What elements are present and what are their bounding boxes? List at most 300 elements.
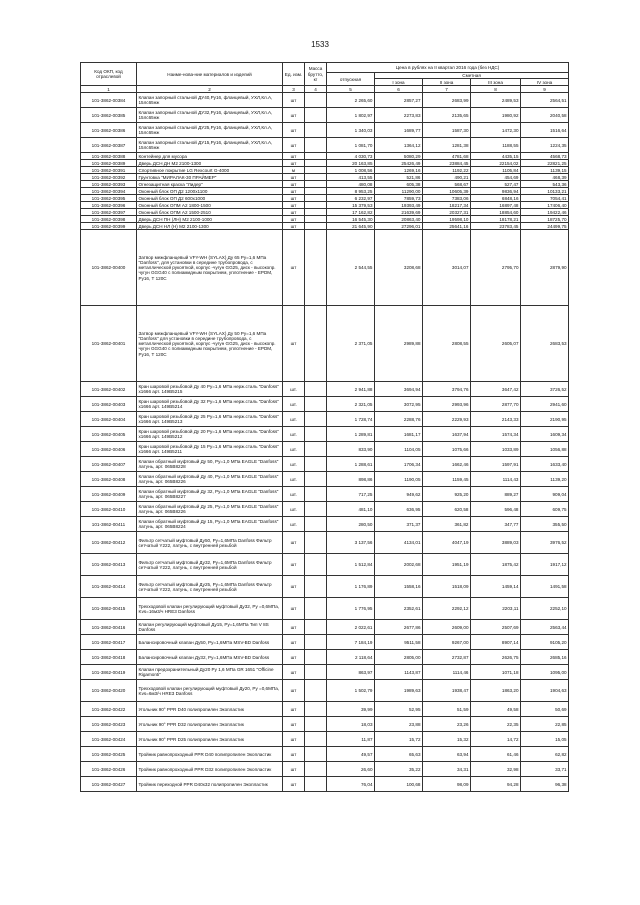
row-name: Фильтр сетчатый муфтовый Ду25, Ру=1,6МПа Danfoss Фильтр сетчатый Y222, латунь, с внутренней резьбой <box>137 576 283 598</box>
row-name: Дверь ДСН ПН (ЛН) М2 2100-1000 <box>137 216 283 223</box>
row-price-zone-4: 15,05 <box>521 732 569 747</box>
table-row <box>81 195 569 202</box>
row-price-zone-4: 19422,46 <box>521 209 569 216</box>
row-name: Тройник равнопроходный PPR D32 полипропилен Экопластик <box>137 762 283 777</box>
row-price-zone-4: 2190,95 <box>521 412 569 427</box>
row-mass <box>305 209 327 216</box>
row-unit: шт. <box>283 382 305 397</box>
row-name: Клапан обратный муфтовый Ду 25, Ру=1,0 МПа EAGLE "Danfoss" латунь, арт. 065B8226 <box>137 502 283 517</box>
row-name: Клапан запорный стальной ДУ40,Ру16, фланцевый, УХЛ,Кл.А, 15лс65нж <box>137 93 283 108</box>
row-price-zone-3: 49,58 <box>471 702 521 717</box>
row-code: 101-3862-00423 <box>81 717 137 732</box>
row-unit: м <box>283 167 305 174</box>
row-name: Оконный блок ОПМ А2 1500-2510 <box>137 209 283 216</box>
row-price-release: 1 288,61 <box>327 457 375 472</box>
row-mass <box>305 167 327 174</box>
row-price-zone-3: 16897,48 <box>471 202 521 209</box>
table-row <box>81 598 569 620</box>
row-price-zone-3: 1459,14 <box>471 576 521 598</box>
header-code: Код ОКП, код отраслевой <box>81 63 137 86</box>
row-price-zone-1: 3208,68 <box>375 230 423 306</box>
table-row <box>81 777 569 792</box>
table-row <box>81 554 569 576</box>
page-number: 1533 <box>311 40 329 49</box>
row-price-zone-4: 2941,60 <box>521 397 569 412</box>
row-price-zone-4: 17406,40 <box>521 202 569 209</box>
row-price-zone-2: 1587,30 <box>423 123 471 138</box>
row-code: 101-3862-00412 <box>81 532 137 554</box>
row-price-zone-2: 925,20 <box>423 487 471 502</box>
header-zone-3: III зона <box>471 79 521 86</box>
row-unit: шт <box>283 680 305 702</box>
row-code: 101-3862-00392 <box>81 174 137 181</box>
table-row <box>81 188 569 195</box>
row-name: Трехходовой клапан регулирующий муфтовый Ду20, Ру =0,6МПа, Kvs=6м3/ч HRE3 Danfoss <box>137 680 283 702</box>
row-price-zone-4: 2564,51 <box>521 93 569 108</box>
row-code: 101-3862-00427 <box>81 777 137 792</box>
row-price-zone-3: 4435,15 <box>471 153 521 160</box>
table-row <box>81 762 569 777</box>
row-price-zone-1: 21639,69 <box>375 209 423 216</box>
row-price-zone-4: 10133,21 <box>521 188 569 195</box>
row-price-zone-4: 1516,64 <box>521 123 569 138</box>
row-mass <box>305 747 327 762</box>
row-code: 101-3862-00414 <box>81 576 137 598</box>
column-index: 2 <box>137 86 283 93</box>
row-name: Спортивное покрытие LG Rexcourt G-4000 <box>137 167 283 174</box>
row-price-zone-2: 361,82 <box>423 517 471 532</box>
row-mass <box>305 532 327 554</box>
row-price-release: 18,03 <box>327 717 375 732</box>
row-code: 101-3862-00425 <box>81 747 137 762</box>
row-price-zone-2: 63,94 <box>423 747 471 762</box>
row-price-release: 280,50 <box>327 517 375 532</box>
table-row <box>81 532 569 554</box>
row-price-zone-1: 2677,86 <box>375 620 423 635</box>
row-price-zone-2: 1518,09 <box>423 576 471 598</box>
row-price-zone-1: 2989,88 <box>375 306 423 382</box>
row-price-zone-3: 2203,11 <box>471 598 521 620</box>
row-price-release: 11,87 <box>327 732 375 747</box>
row-mass <box>305 93 327 108</box>
row-name: Угольник 90° PPR D25 полипропилен Экопластик <box>137 732 283 747</box>
header-unit: Ед. изм. <box>283 63 305 86</box>
table-row <box>81 123 569 138</box>
row-unit: шт <box>283 93 305 108</box>
row-name: Контейнер для мусора <box>137 153 283 160</box>
row-mass <box>305 598 327 620</box>
row-unit: шт. <box>283 487 305 502</box>
row-price-release: 1 802,97 <box>327 108 375 123</box>
row-code: 101-3862-00396 <box>81 202 137 209</box>
row-code: 101-3862-00407 <box>81 457 137 472</box>
row-price-zone-3: 23783,45 <box>471 223 521 230</box>
row-code: 101-3862-00402 <box>81 382 137 397</box>
row-price-zone-1: 19393,49 <box>375 202 423 209</box>
row-code: 101-3862-00419 <box>81 665 137 680</box>
row-name: Оконный блок ОП Д2 600х1000 <box>137 195 283 202</box>
row-unit: шт. <box>283 502 305 517</box>
table-row <box>81 680 569 702</box>
row-unit: шт <box>283 598 305 620</box>
row-price-zone-4: 2685,16 <box>521 650 569 665</box>
row-unit: шт. <box>283 397 305 412</box>
row-name: Затвор межфланцевый VFY-WH (SYLAX) Ду 50 Ру=1,6 МПа "Danfoss" для установки в середине трубопровода, с металлической рукояткой, корпус -чугун GG25, диск - высокопр. чугун GGG40 с полиамидным покрытием, уплотнение - EPDM, Ру16, Т 120С <box>137 306 283 382</box>
row-price-zone-4: 7054,41 <box>521 195 569 202</box>
row-price-release: 4 030,73 <box>327 153 375 160</box>
row-name: Кран шаровой резьбовой Ду 15 Ру=1,6 МПа нерж.сталь "Danfoss" x1666 арт. 149B5211 <box>137 442 283 457</box>
row-code: 101-3862-00388 <box>81 153 137 160</box>
row-code: 101-3862-00401 <box>81 306 137 382</box>
row-price-zone-3: 61,46 <box>471 747 521 762</box>
row-price-zone-2: 2683,99 <box>423 93 471 108</box>
row-price-zone-4: 9105,20 <box>521 635 569 650</box>
row-unit: шт. <box>283 412 305 427</box>
row-code: 101-3862-00406 <box>81 442 137 457</box>
row-price-zone-4: 543,36 <box>521 181 569 188</box>
row-price-release: 49,57 <box>327 747 375 762</box>
row-unit: шт <box>283 306 305 382</box>
row-code: 101-3862-00416 <box>81 620 137 635</box>
row-unit: шт <box>283 650 305 665</box>
row-price-zone-1: 1689,77 <box>375 123 423 138</box>
table-header <box>81 63 569 93</box>
row-price-zone-4: 62,82 <box>521 747 569 762</box>
row-price-release: 1 176,89 <box>327 576 375 598</box>
row-unit: шт <box>283 230 305 306</box>
row-mass <box>305 216 327 223</box>
row-mass <box>305 306 327 382</box>
row-price-zone-4: 1095,00 <box>521 665 569 680</box>
row-price-zone-2: 98,09 <box>423 777 471 792</box>
price-table <box>80 62 569 792</box>
table-row <box>81 747 569 762</box>
row-price-zone-2: 51,59 <box>423 702 471 717</box>
row-price-release: 2 941,88 <box>327 382 375 397</box>
row-name: Кран шаровой резьбовой Ду 40 Ру=1,6 МПа нерж.сталь "Danfoss" x1666 арт. 149B5215 <box>137 382 283 397</box>
row-price-zone-3: 1071,18 <box>471 665 521 680</box>
row-price-zone-4: 2683,53 <box>521 306 569 382</box>
table-row <box>81 382 569 397</box>
row-price-zone-3: 8907,14 <box>471 635 521 650</box>
row-price-zone-3: 1574,34 <box>471 427 521 442</box>
row-price-release: 863,97 <box>327 665 375 680</box>
row-code: 101-3862-00413 <box>81 554 137 576</box>
row-price-zone-3: 1105,84 <box>471 167 521 174</box>
row-price-zone-4: 355,50 <box>521 517 569 532</box>
row-price-zone-3: 2507,69 <box>471 620 521 635</box>
row-name: Угольник 90° PPR D40 полипропилен Экопластик <box>137 702 283 717</box>
row-mass <box>305 777 327 792</box>
row-price-zone-4: 24499,75 <box>521 223 569 230</box>
row-unit: шт <box>283 195 305 202</box>
row-price-zone-1: 3072,95 <box>375 397 423 412</box>
row-mass <box>305 427 327 442</box>
table-row <box>81 620 569 635</box>
row-unit: шт <box>283 635 305 650</box>
row-name: Фильтр сетчатый муфтовый Ду32, Ру=1,6МПа Danfoss Фильтр сетчатый Y222, латунь, с внутренней резьбой <box>137 554 283 576</box>
row-name: Дверь ДСН НЛ (Н) М2 2100-1300 <box>137 223 283 230</box>
row-name: Затвор межфланцевый VFY-WH (SYLAX) Ду 65 Ру=1,6 МПа "Danfoss", для установки в середине трубопровода, с металлической рукояткой, корпус -чугун GG25, диск - высокопр. чугун GGG40 с полиамидным покрытием, уплотнение - EPDM, Ру16, Т 120С <box>137 230 283 306</box>
row-price-zone-4: 1609,34 <box>521 427 569 442</box>
row-unit: шт <box>283 108 305 123</box>
row-price-release: 1 289,81 <box>327 427 375 442</box>
row-mass <box>305 680 327 702</box>
row-code: 101-3862-00399 <box>81 223 137 230</box>
row-price-zone-4: 1056,88 <box>521 442 569 457</box>
header-name: Наиме-нова-ние материалов и изделий <box>137 63 283 86</box>
row-unit: шт <box>283 174 305 181</box>
row-price-zone-1: 20863,40 <box>375 216 423 223</box>
row-price-zone-3: 2489,53 <box>471 93 521 108</box>
row-mass <box>305 397 327 412</box>
row-mass <box>305 153 327 160</box>
row-price-zone-2: 9267,00 <box>423 635 471 650</box>
row-price-zone-4: 1917,12 <box>521 554 569 576</box>
table-row <box>81 306 569 382</box>
row-price-zone-1: 7859,73 <box>375 195 423 202</box>
row-price-release: 1 081,70 <box>327 138 375 153</box>
table-row <box>81 209 569 216</box>
row-price-zone-3: 6848,16 <box>471 195 521 202</box>
row-code: 101-3862-00422 <box>81 702 137 717</box>
row-name: Балансировочный клапан Ду50, Ру=1,6МПа MSV-BD Danfoss <box>137 635 283 650</box>
row-name: Грунтовка "МИРАЛАК-30 ПРАЙМЕР" <box>137 174 283 181</box>
row-mass <box>305 732 327 747</box>
row-price-zone-4: 50,69 <box>521 702 569 717</box>
row-price-zone-1: 1104,05 <box>375 442 423 457</box>
row-price-zone-1: 2273,83 <box>375 108 423 123</box>
row-name: Клапан обратный муфтовый Ду 50, Ру=1,0 МПа EAGLE "Danfoss" латунь, арт. 065B8228 <box>137 457 283 472</box>
row-price-zone-1: 23,88 <box>375 717 423 732</box>
table-row <box>81 717 569 732</box>
table-row <box>81 153 569 160</box>
row-price-release: 481,10 <box>327 502 375 517</box>
row-price-zone-1: 605,38 <box>375 181 423 188</box>
row-price-zone-3: 9836,94 <box>471 188 521 195</box>
row-name: Трехходовой клапан регулирующий муфтовый Ду32, Ру =0,6МПа, Kvs=16м3/ч HRE3 Danfoss <box>137 598 283 620</box>
row-price-release: 17 162,82 <box>327 209 375 216</box>
row-code: 101-3862-00387 <box>81 138 137 153</box>
row-mass <box>305 230 327 306</box>
row-price-release: 717,25 <box>327 487 375 502</box>
row-unit: шт <box>283 717 305 732</box>
column-index: 9 <box>521 86 569 93</box>
row-price-zone-2: 1637,94 <box>423 427 471 442</box>
row-mass <box>305 717 327 732</box>
row-price-zone-2: 2292,12 <box>423 598 471 620</box>
row-price-zone-2: 1114,46 <box>423 665 471 680</box>
row-code: 101-3862-00403 <box>81 397 137 412</box>
row-price-zone-2: 1951,19 <box>423 554 471 576</box>
row-price-zone-4: 1139,20 <box>521 472 569 487</box>
row-unit: шт <box>283 620 305 635</box>
row-mass <box>305 181 327 188</box>
row-price-zone-2: 2135,65 <box>423 108 471 123</box>
row-mass <box>305 517 327 532</box>
row-code: 101-3862-00391 <box>81 167 137 174</box>
row-unit: шт <box>283 532 305 554</box>
row-price-zone-3: 1597,91 <box>471 457 521 472</box>
row-price-zone-4: 909,04 <box>521 487 569 502</box>
row-code: 101-3862-00405 <box>81 427 137 442</box>
row-name: Клапан запорный стальной ДУ15,Ру16, фланцевый, УХЛ,Кл.А, 15лс65нж <box>137 138 283 153</box>
column-index: 8 <box>471 86 521 93</box>
row-unit: шт <box>283 732 305 747</box>
row-price-zone-1: 1269,16 <box>375 167 423 174</box>
table-row <box>81 93 569 108</box>
table-row <box>81 412 569 427</box>
row-name: Клапан запорный стальной ДУ32,Ру16, фланцевый, УХЛ,Кл.А, 15лс65нж <box>137 108 283 123</box>
row-price-zone-4: 2040,58 <box>521 108 569 123</box>
row-price-release: 1 728,74 <box>327 412 375 427</box>
row-price-zone-3: 1114,43 <box>471 472 521 487</box>
row-price-zone-4: 3726,52 <box>521 382 569 397</box>
row-price-zone-3: 1980,92 <box>471 108 521 123</box>
row-price-zone-1: 521,86 <box>375 174 423 181</box>
row-unit: шт. <box>283 442 305 457</box>
row-price-zone-2: 1159,45 <box>423 472 471 487</box>
row-unit: шт <box>283 762 305 777</box>
row-code: 101-3862-00415 <box>81 598 137 620</box>
row-price-zone-1: 1143,87 <box>375 665 423 680</box>
row-mass <box>305 650 327 665</box>
column-index: 1 <box>81 86 137 93</box>
row-name: Тройник переходной PPR D40x32 полипропилен Экопластик <box>137 777 283 792</box>
row-price-zone-3: 18854,60 <box>471 209 521 216</box>
row-mass <box>305 665 327 680</box>
table-row <box>81 472 569 487</box>
row-mass <box>305 195 327 202</box>
row-price-zone-4: 1139,15 <box>521 167 569 174</box>
header-mass: Масса брутто, кг <box>305 63 327 86</box>
row-unit: шт <box>283 209 305 216</box>
row-mass <box>305 502 327 517</box>
row-price-zone-3: 3647,42 <box>471 382 521 397</box>
row-unit: шт <box>283 554 305 576</box>
row-price-zone-1: 3694,94 <box>375 382 423 397</box>
row-unit: шт <box>283 777 305 792</box>
row-price-zone-3: 22154,02 <box>471 160 521 167</box>
row-price-zone-2: 1075,66 <box>423 442 471 457</box>
row-price-release: 6 232,97 <box>327 195 375 202</box>
column-index: 7 <box>423 86 471 93</box>
row-price-zone-1: 27296,01 <box>375 223 423 230</box>
row-unit: шт <box>283 153 305 160</box>
row-code: 101-3862-00409 <box>81 487 137 502</box>
table-row <box>81 397 569 412</box>
row-price-zone-1: 15,72 <box>375 732 423 747</box>
row-name: Кран шаровой резьбовой Ду 32 Ру=1,6 МПа нерж.сталь "Danfoss" x1666 арт. 149B5214 <box>137 397 283 412</box>
row-price-release: 1 502,79 <box>327 680 375 702</box>
row-price-zone-4: 1904,63 <box>521 680 569 702</box>
header-smetnaya: Сметная <box>375 73 569 79</box>
row-name: Кран шаровой резьбовой Ду 20 Ру=1,6 МПа нерж.сталь "Danfoss" x1666 арт. 149B5212 <box>137 427 283 442</box>
row-price-zone-3: 1875,42 <box>471 554 521 576</box>
row-code: 101-3862-00410 <box>81 502 137 517</box>
table-row <box>81 487 569 502</box>
row-price-zone-4: 22821,25 <box>521 160 569 167</box>
table-row <box>81 174 569 181</box>
row-name: Клапан обратный муфтовый Ду 15, Ру=1,0 МПа EAGLE "Danfoss" латунь, арт. 065B8224 <box>137 517 283 532</box>
row-price-zone-4: 33,71 <box>521 762 569 777</box>
table-row <box>81 457 569 472</box>
row-name: Клапан запорный стальной ДУ25,Ру16, фланцевый, УХЛ,Кл.А, 15лс65нж <box>137 123 283 138</box>
row-price-zone-1: 371,37 <box>375 517 423 532</box>
row-price-zone-3: 2877,70 <box>471 397 521 412</box>
row-price-zone-4: 18725,70 <box>521 216 569 223</box>
column-index-row <box>81 86 569 93</box>
row-unit: шт <box>283 223 305 230</box>
row-price-zone-4: 4568,73 <box>521 153 569 160</box>
header-zone-4: IV зона <box>521 79 569 86</box>
row-price-zone-4: 2563,44 <box>521 620 569 635</box>
column-index: 5 <box>327 86 375 93</box>
row-mass <box>305 123 327 138</box>
table-body <box>81 93 569 792</box>
row-price-release: 1 512,84 <box>327 554 375 576</box>
row-price-zone-1: 1681,17 <box>375 427 423 442</box>
row-mass <box>305 412 327 427</box>
row-unit: шт <box>283 181 305 188</box>
row-price-zone-1: 1558,16 <box>375 576 423 598</box>
row-name: Клапан регулирующий муфтовый Ду15, Ру=1,6МПа Тип V 8S Danfoss <box>137 620 283 635</box>
row-code: 101-3862-00397 <box>81 209 137 216</box>
row-mass <box>305 160 327 167</box>
row-unit: шт <box>283 216 305 223</box>
row-price-release: 76,04 <box>327 777 375 792</box>
row-mass <box>305 382 327 397</box>
row-price-zone-2: 23,26 <box>423 717 471 732</box>
row-code: 101-3862-00400 <box>81 230 137 306</box>
table-row <box>81 576 569 598</box>
row-code: 101-3862-00389 <box>81 160 137 167</box>
row-price-release: 8 953,25 <box>327 188 375 195</box>
row-price-zone-1: 1190,05 <box>375 472 423 487</box>
row-price-zone-3: 1188,55 <box>471 138 521 153</box>
row-name: Тройник равнопроходный PPR D40 полипропилен Экопластик <box>137 747 283 762</box>
row-price-zone-3: 32,98 <box>471 762 521 777</box>
row-price-zone-3: 14,72 <box>471 732 521 747</box>
row-unit: шт <box>283 160 305 167</box>
row-price-zone-2: 18217,34 <box>423 202 471 209</box>
row-code: 101-3862-00424 <box>81 732 137 747</box>
row-mass <box>305 702 327 717</box>
row-price-zone-2: 20327,31 <box>423 209 471 216</box>
row-price-zone-4: 1491,58 <box>521 576 569 598</box>
row-price-zone-3: 596,48 <box>471 502 521 517</box>
row-price-release: 20 163,85 <box>327 160 375 167</box>
row-unit: шт. <box>283 472 305 487</box>
table-row <box>81 138 569 153</box>
row-price-zone-3: 2143,33 <box>471 412 521 427</box>
row-unit: шт <box>283 138 305 153</box>
table-row <box>81 160 569 167</box>
row-price-zone-2: 10605,39 <box>423 188 471 195</box>
table-row <box>81 442 569 457</box>
row-unit: шт <box>283 702 305 717</box>
row-price-zone-2: 2609,00 <box>423 620 471 635</box>
row-price-zone-2: 3794,76 <box>423 382 471 397</box>
row-price-zone-1: 1989,63 <box>375 680 423 702</box>
row-price-zone-1: 1364,12 <box>375 138 423 153</box>
row-name: Балансировочный клапан Ду32, Ру=1,6МПа MSV-BD Danfoss <box>137 650 283 665</box>
row-price-zone-1: 52,95 <box>375 702 423 717</box>
row-price-release: 480,08 <box>327 181 375 188</box>
row-price-release: 1 776,95 <box>327 598 375 620</box>
row-price-zone-2: 1281,38 <box>423 138 471 153</box>
row-price-release: 413,55 <box>327 174 375 181</box>
